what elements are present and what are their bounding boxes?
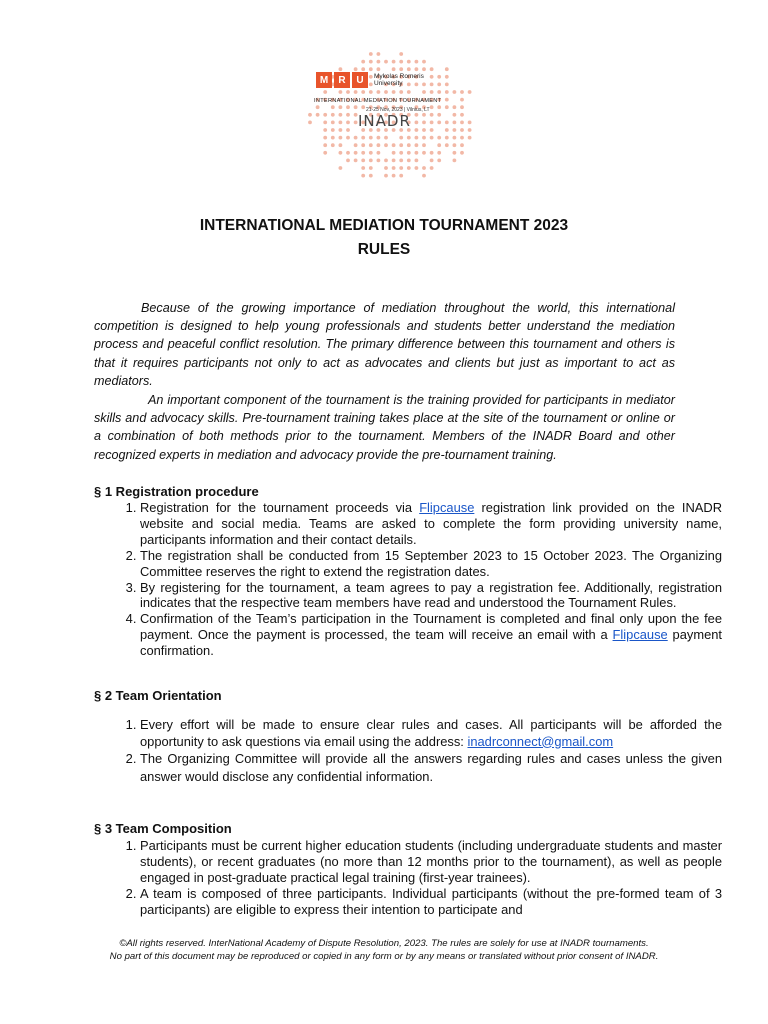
mru-logo (316, 72, 444, 88)
list-item: 1. Registration for the tournament proceeds via Flipcause registration link provided on the INADR website and social media. Teams are asked to complete the form providing university name, participants information and their contact details. (140, 500, 722, 548)
university-name: Mykolas Romeris University (374, 73, 424, 87)
list-item: 1. Every effort will be made to ensure clear rules and cases. All participants will be afforded the opportunity to ask questions via email using the address: inadrconnect@gmail.com (140, 717, 722, 750)
footer-line-2: No part of this document may be reproduced or copied in any form or by any means or translated without prior consent of INADR. (109, 950, 659, 962)
list-item: 2. A team is composed of three participants. Individual participants (without the pre-formed team of 3 participants) are eligible to express their intention to participate and (140, 886, 722, 918)
section-heading-team-orientation: § 2 Team Orientation (94, 688, 222, 703)
list-item: 4. Confirmation of the Team’s participation in the Tournament is completed and final only upon the fee payment. Once the payment is processed, the team will receive an email with a Flipcause payment confirmation. (140, 611, 722, 659)
document-title: INTERNATIONAL MEDIATION TOURNAMENT 2023 (199, 217, 569, 234)
intro-paragraph-1: Because of the growing importance of mediation throughout the world, this international competition is designed to help young professionals and students better understand the mediation process and peaceful conflict resolution. The primary difference between this tournament and others is that it requires participants not only to act as advocates and clients but just as important to act as mediators. (94, 301, 675, 388)
email-link[interactable]: inadrconnect@gmail.com (467, 733, 614, 749)
list-item: 2. The Organizing Committee will provide all the answers regarding rules and cases unless the given answer would disclose any confidential information. (140, 750, 722, 786)
list-item: 1. Participants must be current higher education students (including undergraduate students and master students), or recent graduates (no more than 12 months prior to the tournament), as well as people engaged in post-graduate practical legal training (first-year trainees). (140, 838, 722, 886)
mru-letter-u: U (352, 72, 368, 88)
section-heading-registration: § 1 Registration procedure (94, 484, 259, 499)
list-item: 2. The registration shall be conducted from 15 September 2023 to 15 October 2023. The Organizing Committee reserves the right to extend the registration dates. (140, 548, 722, 580)
mru-letter-m: M (316, 72, 332, 88)
list-item: 3. By registering for the tournament, a team agrees to pay a registration fee. Additionally, registration indicates that the respective team members have read and understood the Tournament Rules. (140, 580, 722, 612)
orientation-list (94, 717, 722, 786)
flipcause-link[interactable]: Flipcause (612, 627, 668, 643)
registration-list (94, 500, 722, 659)
section-heading-team-composition: § 3 Team Composition (94, 821, 232, 836)
logo-tournament-name: INTERNATIONAL MEDIATION TOURNAMENT (314, 98, 442, 104)
logo-inadr: INADR (358, 112, 411, 130)
intro-paragraph-2: An important component of the tournament is the training provided for participants in mediator skills and advocacy skills. Pre-tournament training takes place at the site of the tournament or online or a combination of both methods prior to the tournament. Members of the INADR Board and other recognized experts in mediation and advocacy provide the pre-tournament training. (94, 393, 675, 462)
composition-list (94, 838, 722, 918)
footer-line-1: ©All rights reserved. InterNational Academy of Dispute Resolution, 2023. The rules are solely for use at INADR tournaments. (119, 938, 649, 949)
mru-letter-r: R (334, 72, 350, 88)
logo-dates-place: 21-25 Nov, 2023 | Vilnius, LT (366, 107, 430, 113)
document-subtitle: RULES (357, 241, 411, 258)
flipcause-link[interactable]: Flipcause (419, 500, 475, 515)
tournament-logo (300, 48, 480, 183)
copyright-footer (96, 938, 672, 963)
